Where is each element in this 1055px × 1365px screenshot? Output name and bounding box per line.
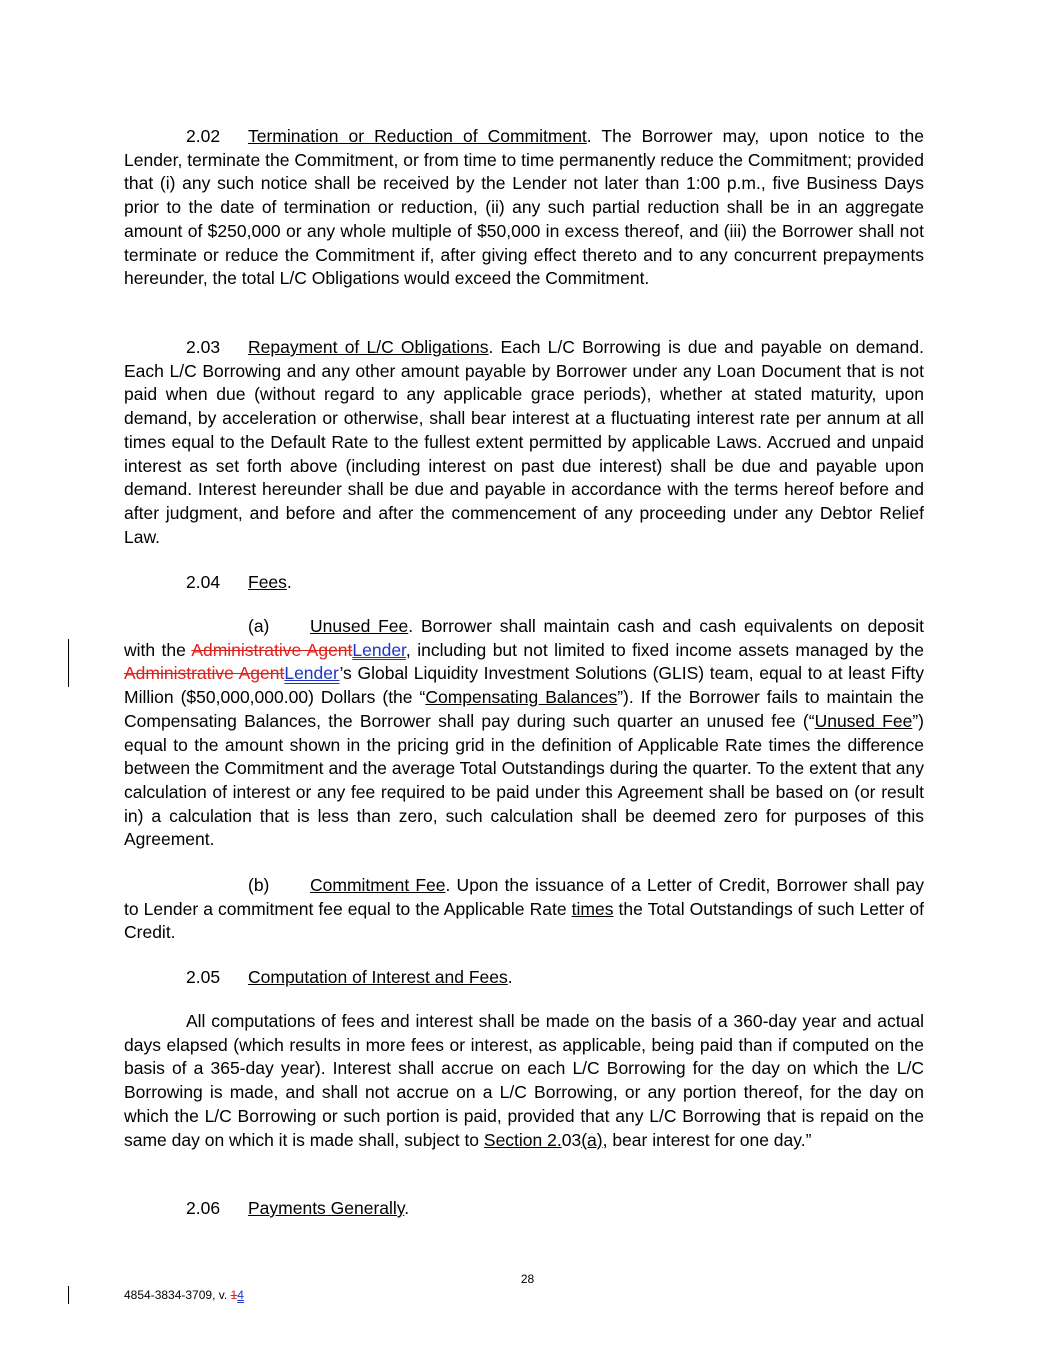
inserted-text: Lender	[352, 639, 406, 660]
section-number: 2.05	[186, 967, 221, 987]
section-2-04	[124, 571, 924, 595]
subsection-heading: Commitment Fee	[310, 875, 446, 895]
section-number: 2.04	[186, 572, 221, 592]
deleted-version: 1	[230, 1288, 238, 1302]
section-heading: Payments Generally	[248, 1198, 405, 1218]
section-number: 2.06	[186, 1198, 221, 1218]
body-text: the Total Outstandings of such Letter of Credit.	[124, 898, 924, 943]
subsection-number: (a)	[248, 616, 270, 636]
section-number: 2.03	[186, 337, 221, 357]
body-text: ”) equal to the amount shown in the pricing grid in the definition of Applicable Rate times the difference between the Commitment and the average Total Outstandings during the quarter. To the extent that any calculation of interest or any fee required to be paid under this Agreement shall be based on (or result in) a calculation that is less than zero, such calculation shall be deemed zero for purposes of this Agreement.	[124, 710, 924, 850]
inserted-text: Lender	[284, 663, 340, 684]
inserted-version: 4	[237, 1288, 244, 1302]
section-number: 2.02	[186, 126, 221, 146]
emphasis-times: times	[571, 898, 614, 919]
section-2-06	[124, 1197, 924, 1221]
section-2-03-paragraph	[124, 336, 924, 549]
section-2-05-body	[124, 1010, 924, 1152]
body-text: . Borrower shall maintain cash and cash equivalents on deposit with the	[124, 616, 924, 660]
section-heading: Repayment of L/C Obligations	[248, 337, 489, 357]
document-id-text: 4854-3834-3709, v.	[124, 1288, 231, 1302]
heading-period: .	[507, 967, 513, 987]
commitment-fee-paragraph	[124, 874, 924, 945]
body-text: . Upon the issuance of a Letter of Credit, Borrower shall pay to Lender a commitment fee equal to the Applicable Rate	[124, 875, 924, 919]
defined-term: Compensating Balances	[425, 687, 618, 708]
heading-period: .	[404, 1198, 410, 1218]
subsection-number: (b)	[248, 875, 270, 895]
section-2-06-heading-line	[124, 1197, 924, 1221]
section-reference	[484, 1130, 562, 1150]
section-2-05	[124, 966, 924, 990]
section-body: . Each L/C Borrowing is due and payable on demand. Each L/C Borrowing and any other amount payable by Borrower under any Loan Document that is not paid when due (without regard to any applicable grace periods), whether at stated maturity, upon demand, by acceleration or otherwise, shall bear interest at a fluctuating interest rate per annum at all times equal to the Default Rate to the fullest extent permitted by applicable Laws. Accrued and unpaid interest as set forth above (including interest on past due interest) shall be due and payable upon demand. Interest hereunder shall be due and payable in accordance with the terms hereof before and after judgment, and before and after the commencement of any proceeding under any Debtor Relief Law.	[124, 337, 924, 547]
heading-period: .	[286, 572, 292, 592]
body-text: , including but not limited to fixed income assets managed by the	[405, 639, 924, 660]
change-bar	[68, 1286, 69, 1304]
page-number: 28	[520, 1272, 535, 1286]
section-2-04-b	[124, 874, 924, 945]
section-2-02	[124, 125, 924, 291]
computation-paragraph	[124, 1010, 924, 1152]
body-text: ”). If the Borrower fails to maintain the Compensating Balances, the Borrower shall pay during such quarter an unused fee (“	[124, 687, 924, 731]
change-bar	[68, 639, 69, 687]
body-text: ’s Global Liquidity Investment Solutions (GLIS) team, equal to at least Fifty Million ($50,000,000.00) Dollars (the “	[124, 663, 924, 708]
section-heading: Termination or Reduction of Commitment	[248, 126, 587, 146]
body-text: All computations of fees and interest shall be made on the basis of a 360-day year and actual days elapsed (which results in more fees or interest, as applicable, being paid than if computed on the basis of a 365-day year). Interest shall accrue on each L/C Borrowing for the day on which the L/C Borrowing is made, and shall not accrue on a L/C Borrowing, or any portion thereof, for the day on which the L/C Borrowing or such portion is paid, provided that any L/C Borrowing that is repaid on the same day on which it is made shall, subject to	[124, 1011, 924, 1150]
section-2-05-heading-line	[124, 966, 924, 990]
section-2-04-a	[124, 615, 924, 852]
unused-fee-paragraph	[124, 615, 924, 852]
body-text: , bear interest for one day.”	[602, 1129, 812, 1150]
section-reference-subpart: (a)	[581, 1129, 603, 1150]
section-reference-part: Section 2.	[483, 1129, 562, 1150]
deleted-text: Administrative Agent	[191, 639, 353, 660]
section-heading: Fees	[248, 572, 287, 592]
section-2-04-heading-line	[124, 571, 924, 595]
section-2-03	[124, 336, 924, 549]
section-reference-part: 03	[561, 1129, 582, 1150]
subsection-heading: Unused Fee	[310, 616, 409, 636]
document-id	[124, 1288, 244, 1302]
section-heading: Computation of Interest and Fees	[248, 967, 508, 987]
defined-term: Unused Fee	[814, 710, 913, 731]
section-body: . The Borrower may, upon notice to the Lender, terminate the Commitment, or from time to time permanently reduce the Commitment; provided that (i) any such notice shall be received by the Lender not later than 1:00 p.m., five Business Days prior to the date of termination or reduction, (ii) any such partial reduction shall be in an aggregate amount of $250,000 or any whole multiple of $50,000 in excess thereof, and (iii) the Borrower shall not terminate or reduce the Commitment if, after giving effect thereto and to any concurrent prepayments hereunder, the total L/C Obligations would exceed the Commitment.	[124, 126, 925, 289]
section-2-02-paragraph	[124, 125, 924, 291]
deleted-text: Administrative Agent	[124, 663, 285, 684]
